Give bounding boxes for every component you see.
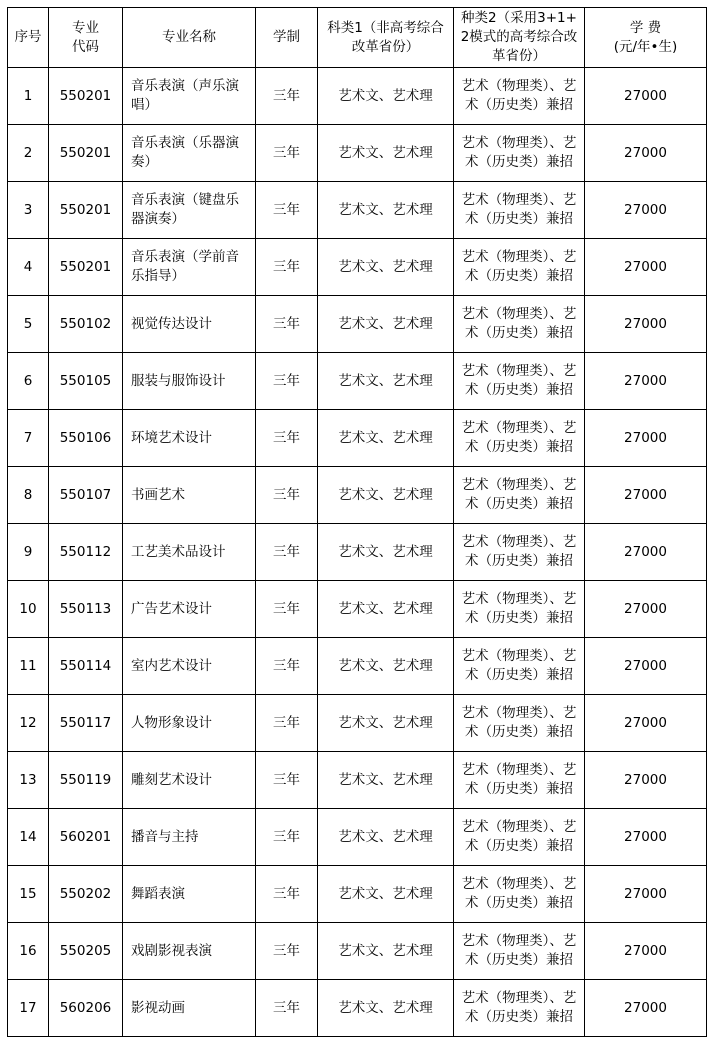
row-category-1: 艺术文、艺术理 — [318, 296, 454, 353]
header-category-2: 种类2（采用3+1+2模式的高考综合改革省份） — [454, 8, 585, 68]
row-category-1: 艺术文、艺术理 — [318, 980, 454, 1037]
row-category-1: 艺术文、艺术理 — [318, 125, 454, 182]
row-category-2: 艺术（物理类）、艺术（历史类）兼招 — [454, 182, 585, 239]
row-name: 环境艺术设计 — [123, 410, 256, 467]
row-name: 音乐表演（乐器演奏） — [123, 125, 256, 182]
table-row — [8, 923, 707, 980]
table-row — [8, 467, 707, 524]
row-fee: 27000 — [585, 68, 707, 125]
header-row — [8, 8, 707, 68]
table-row — [8, 581, 707, 638]
row-name: 播音与主持 — [123, 809, 256, 866]
table-row — [8, 524, 707, 581]
row-years: 三年 — [256, 695, 318, 752]
row-code: 550102 — [49, 296, 123, 353]
table-row — [8, 809, 707, 866]
row-years: 三年 — [256, 809, 318, 866]
row-years: 三年 — [256, 296, 318, 353]
row-category-1: 艺术文、艺术理 — [318, 467, 454, 524]
row-code: 550119 — [49, 752, 123, 809]
row-category-2: 艺术（物理类）、艺术（历史类）兼招 — [454, 353, 585, 410]
row-category-1: 艺术文、艺术理 — [318, 353, 454, 410]
row-category-1: 艺术文、艺术理 — [318, 695, 454, 752]
row-code: 550113 — [49, 581, 123, 638]
header-name: 专业名称 — [123, 8, 256, 68]
row-category-1: 艺术文、艺术理 — [318, 410, 454, 467]
row-category-2: 艺术（物理类）、艺术（历史类）兼招 — [454, 809, 585, 866]
row-code: 550202 — [49, 866, 123, 923]
row-name: 视觉传达设计 — [123, 296, 256, 353]
row-category-2: 艺术（物理类）、艺术（历史类）兼招 — [454, 467, 585, 524]
row-category-1: 艺术文、艺术理 — [318, 68, 454, 125]
row-fee: 27000 — [585, 524, 707, 581]
table-row — [8, 353, 707, 410]
row-code: 550117 — [49, 695, 123, 752]
row-no: 16 — [8, 923, 49, 980]
row-category-1: 艺术文、艺术理 — [318, 524, 454, 581]
row-fee: 27000 — [585, 638, 707, 695]
row-no: 7 — [8, 410, 49, 467]
row-years: 三年 — [256, 239, 318, 296]
row-name: 广告艺术设计 — [123, 581, 256, 638]
row-name: 雕刻艺术设计 — [123, 752, 256, 809]
row-category-1: 艺术文、艺术理 — [318, 866, 454, 923]
row-fee: 27000 — [585, 467, 707, 524]
row-name: 工艺美术品设计 — [123, 524, 256, 581]
row-category-2: 艺术（物理类）、艺术（历史类）兼招 — [454, 68, 585, 125]
row-no: 9 — [8, 524, 49, 581]
row-category-2: 艺术（物理类）、艺术（历史类）兼招 — [454, 638, 585, 695]
row-fee: 27000 — [585, 581, 707, 638]
row-category-2: 艺术（物理类）、艺术（历史类）兼招 — [454, 695, 585, 752]
row-years: 三年 — [256, 467, 318, 524]
row-name: 舞蹈表演 — [123, 866, 256, 923]
row-code: 560201 — [49, 809, 123, 866]
row-name: 室内艺术设计 — [123, 638, 256, 695]
row-no: 10 — [8, 581, 49, 638]
row-category-1: 艺术文、艺术理 — [318, 809, 454, 866]
row-years: 三年 — [256, 68, 318, 125]
row-name: 人物形象设计 — [123, 695, 256, 752]
row-name: 服装与服饰设计 — [123, 353, 256, 410]
table-row — [8, 866, 707, 923]
header-fee: 学 费 (元/年•生) — [585, 8, 707, 68]
row-name: 音乐表演（学前音乐指导） — [123, 239, 256, 296]
row-years: 三年 — [256, 182, 318, 239]
row-years: 三年 — [256, 923, 318, 980]
row-category-1: 艺术文、艺术理 — [318, 638, 454, 695]
row-no: 12 — [8, 695, 49, 752]
row-fee: 27000 — [585, 980, 707, 1037]
row-name: 书画艺术 — [123, 467, 256, 524]
row-years: 三年 — [256, 581, 318, 638]
row-no: 14 — [8, 809, 49, 866]
row-category-2: 艺术（物理类）、艺术（历史类）兼招 — [454, 524, 585, 581]
row-no: 11 — [8, 638, 49, 695]
header-code: 专业 代码 — [49, 8, 123, 68]
row-category-2: 艺术（物理类）、艺术（历史类）兼招 — [454, 980, 585, 1037]
row-fee: 27000 — [585, 239, 707, 296]
row-fee: 27000 — [585, 752, 707, 809]
row-fee: 27000 — [585, 695, 707, 752]
row-category-1: 艺术文、艺术理 — [318, 581, 454, 638]
row-fee: 27000 — [585, 410, 707, 467]
row-no: 1 — [8, 68, 49, 125]
row-code: 550105 — [49, 353, 123, 410]
row-category-2: 艺术（物理类）、艺术（历史类）兼招 — [454, 866, 585, 923]
row-code: 550201 — [49, 182, 123, 239]
row-category-2: 艺术（物理类）、艺术（历史类）兼招 — [454, 239, 585, 296]
row-code: 550112 — [49, 524, 123, 581]
row-name: 音乐表演（键盘乐器演奏） — [123, 182, 256, 239]
table-row — [8, 296, 707, 353]
row-category-1: 艺术文、艺术理 — [318, 182, 454, 239]
row-code: 550107 — [49, 467, 123, 524]
header-category-1: 科类1（非高考综合改革省份） — [318, 8, 454, 68]
table-row — [8, 68, 707, 125]
row-code: 550201 — [49, 68, 123, 125]
row-category-1: 艺术文、艺术理 — [318, 923, 454, 980]
row-code: 550114 — [49, 638, 123, 695]
row-code: 550106 — [49, 410, 123, 467]
row-name: 影视动画 — [123, 980, 256, 1037]
row-category-2: 艺术（物理类）、艺术（历史类）兼招 — [454, 410, 585, 467]
row-fee: 27000 — [585, 809, 707, 866]
row-fee: 27000 — [585, 182, 707, 239]
row-years: 三年 — [256, 410, 318, 467]
row-years: 三年 — [256, 866, 318, 923]
row-no: 8 — [8, 467, 49, 524]
row-fee: 27000 — [585, 923, 707, 980]
row-years: 三年 — [256, 638, 318, 695]
row-code: 560206 — [49, 980, 123, 1037]
row-category-2: 艺术（物理类）、艺术（历史类）兼招 — [454, 581, 585, 638]
row-no: 6 — [8, 353, 49, 410]
row-code: 550205 — [49, 923, 123, 980]
row-code: 550201 — [49, 125, 123, 182]
row-fee: 27000 — [585, 125, 707, 182]
table-row — [8, 980, 707, 1037]
clipped-heading-strip — [0, 0, 709, 7]
row-code: 550201 — [49, 239, 123, 296]
row-no: 15 — [8, 866, 49, 923]
row-fee: 27000 — [585, 353, 707, 410]
row-category-1: 艺术文、艺术理 — [318, 239, 454, 296]
major-fee-table — [7, 7, 707, 1037]
row-fee: 27000 — [585, 296, 707, 353]
row-fee: 27000 — [585, 866, 707, 923]
row-no: 4 — [8, 239, 49, 296]
table-row — [8, 125, 707, 182]
row-years: 三年 — [256, 353, 318, 410]
row-no: 3 — [8, 182, 49, 239]
row-years: 三年 — [256, 980, 318, 1037]
row-no: 2 — [8, 125, 49, 182]
row-years: 三年 — [256, 752, 318, 809]
row-category-2: 艺术（物理类）、艺术（历史类）兼招 — [454, 923, 585, 980]
row-no: 5 — [8, 296, 49, 353]
table-row — [8, 752, 707, 809]
row-category-2: 艺术（物理类）、艺术（历史类）兼招 — [454, 125, 585, 182]
table-row — [8, 410, 707, 467]
header-years: 学制 — [256, 8, 318, 68]
row-no: 17 — [8, 980, 49, 1037]
table-row — [8, 638, 707, 695]
row-name: 音乐表演（声乐演唱） — [123, 68, 256, 125]
row-years: 三年 — [256, 125, 318, 182]
row-years: 三年 — [256, 524, 318, 581]
row-no: 13 — [8, 752, 49, 809]
row-name: 戏剧影视表演 — [123, 923, 256, 980]
row-category-2: 艺术（物理类）、艺术（历史类）兼招 — [454, 296, 585, 353]
table-row — [8, 182, 707, 239]
table-row — [8, 695, 707, 752]
row-category-1: 艺术文、艺术理 — [318, 752, 454, 809]
table-row — [8, 239, 707, 296]
row-category-2: 艺术（物理类）、艺术（历史类）兼招 — [454, 752, 585, 809]
header-no: 序号 — [8, 8, 49, 68]
